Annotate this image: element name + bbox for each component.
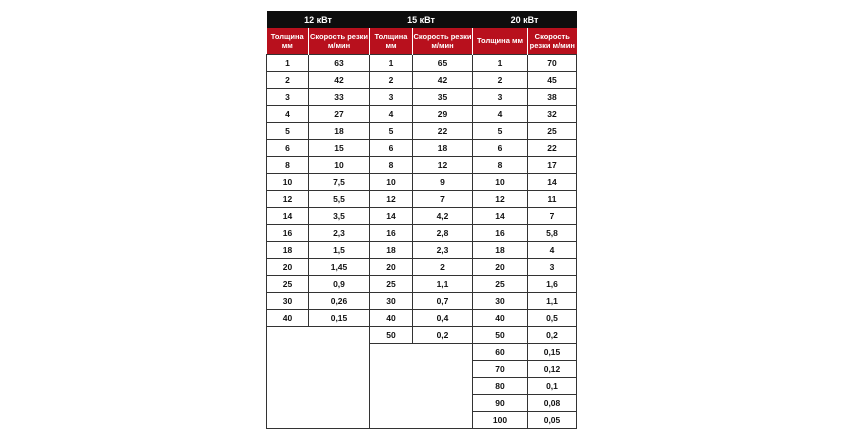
table-row: [267, 71, 577, 88]
thickness-cell: 4: [473, 105, 528, 122]
speed-cell: 5,8: [528, 224, 577, 241]
thickness-cell: 2: [473, 71, 528, 88]
table-row: [267, 224, 577, 241]
speed-cell: 4: [528, 241, 577, 258]
cutting-speed-table: [266, 11, 577, 429]
speed-cell: 27: [309, 105, 370, 122]
speed-cell: 3,5: [309, 207, 370, 224]
speed-cell: 32: [528, 105, 577, 122]
empty-block: [267, 326, 370, 428]
thickness-cell: 25: [267, 275, 309, 292]
speed-cell: 0,1: [528, 377, 577, 394]
thickness-cell: 16: [267, 224, 309, 241]
speed-header-15kw: Скорость резки м/мин: [413, 28, 473, 54]
speed-cell: 70: [528, 54, 577, 71]
thickness-cell: 16: [370, 224, 413, 241]
table-row: [267, 309, 577, 326]
table-row: [267, 190, 577, 207]
thickness-cell: 18: [267, 241, 309, 258]
table-row: [267, 292, 577, 309]
power-15kw-header: 15 кВт: [370, 11, 473, 28]
speed-header-12kw: Скорость резки м/мин: [309, 28, 370, 54]
speed-cell: 9: [413, 173, 473, 190]
power-header-row: [267, 11, 577, 28]
speed-cell: 11: [528, 190, 577, 207]
speed-cell: 22: [413, 122, 473, 139]
speed-cell: 29: [413, 105, 473, 122]
thickness-cell: 25: [473, 275, 528, 292]
thickness-cell: 10: [267, 173, 309, 190]
table-row: [267, 54, 577, 71]
speed-cell: 45: [528, 71, 577, 88]
speed-cell: 2,3: [413, 241, 473, 258]
thickness-header-12kw: Толщина мм: [267, 28, 309, 54]
table-row: [267, 207, 577, 224]
thickness-cell: 90: [473, 394, 528, 411]
thickness-cell: 14: [370, 207, 413, 224]
thickness-cell: 100: [473, 411, 528, 428]
thickness-cell: 20: [267, 258, 309, 275]
power-20kw-header: 20 кВт: [473, 11, 577, 28]
thickness-cell: 8: [370, 156, 413, 173]
thickness-cell: 14: [473, 207, 528, 224]
speed-cell: 2,3: [309, 224, 370, 241]
thickness-cell: 50: [370, 326, 413, 343]
speed-cell: 4,2: [413, 207, 473, 224]
thickness-cell: 16: [473, 224, 528, 241]
thickness-cell: 12: [370, 190, 413, 207]
thickness-cell: 12: [473, 190, 528, 207]
thickness-cell: 1: [267, 54, 309, 71]
speed-cell: 22: [528, 139, 577, 156]
thickness-cell: 18: [473, 241, 528, 258]
thickness-cell: 10: [370, 173, 413, 190]
speed-cell: 18: [413, 139, 473, 156]
table-row: [267, 105, 577, 122]
thickness-cell: 3: [370, 88, 413, 105]
thickness-cell: 40: [370, 309, 413, 326]
speed-cell: 3: [528, 258, 577, 275]
speed-cell: 14: [528, 173, 577, 190]
speed-cell: 25: [528, 122, 577, 139]
thickness-cell: 80: [473, 377, 528, 394]
thickness-cell: 14: [267, 207, 309, 224]
speed-cell: 1,1: [413, 275, 473, 292]
table-row: [267, 258, 577, 275]
thickness-cell: 8: [473, 156, 528, 173]
speed-cell: 18: [309, 122, 370, 139]
table-row: [267, 156, 577, 173]
thickness-cell: 10: [473, 173, 528, 190]
thickness-cell: 50: [473, 326, 528, 343]
speed-cell: 5,5: [309, 190, 370, 207]
speed-header-20kw: Скорость резки м/мин: [528, 28, 577, 54]
thickness-cell: 8: [267, 156, 309, 173]
thickness-cell: 18: [370, 241, 413, 258]
speed-cell: 1,5: [309, 241, 370, 258]
thickness-cell: 1: [473, 54, 528, 71]
speed-cell: 15: [309, 139, 370, 156]
thickness-cell: 6: [473, 139, 528, 156]
table-row: [267, 139, 577, 156]
table-row: [267, 88, 577, 105]
thickness-cell: 30: [370, 292, 413, 309]
speed-cell: 63: [309, 54, 370, 71]
thickness-cell: 20: [370, 258, 413, 275]
speed-cell: 33: [309, 88, 370, 105]
empty-block: [370, 343, 473, 428]
speed-cell: 1,1: [528, 292, 577, 309]
thickness-cell: 20: [473, 258, 528, 275]
thickness-cell: 40: [473, 309, 528, 326]
speed-cell: 38: [528, 88, 577, 105]
speed-cell: 0,2: [528, 326, 577, 343]
speed-cell: 0,7: [413, 292, 473, 309]
speed-cell: 0,2: [413, 326, 473, 343]
speed-cell: 1,6: [528, 275, 577, 292]
power-12kw-header: 12 кВт: [267, 11, 370, 28]
thickness-cell: 30: [473, 292, 528, 309]
thickness-cell: 5: [267, 122, 309, 139]
speed-cell: 0,4: [413, 309, 473, 326]
speed-cell: 12: [413, 156, 473, 173]
speed-cell: 0,26: [309, 292, 370, 309]
speed-cell: 35: [413, 88, 473, 105]
thickness-cell: 2: [370, 71, 413, 88]
thickness-cell: 3: [267, 88, 309, 105]
speed-cell: 0,5: [528, 309, 577, 326]
thickness-cell: 4: [370, 105, 413, 122]
speed-cell: 0,05: [528, 411, 577, 428]
table-row: [267, 241, 577, 258]
speed-cell: 2: [413, 258, 473, 275]
table-body: [267, 54, 577, 428]
thickness-cell: 2: [267, 71, 309, 88]
thickness-cell: 4: [267, 105, 309, 122]
speed-cell: 0,9: [309, 275, 370, 292]
thickness-cell: 25: [370, 275, 413, 292]
speed-cell: 42: [309, 71, 370, 88]
thickness-cell: 60: [473, 343, 528, 360]
table-row: [267, 275, 577, 292]
speed-cell: 10: [309, 156, 370, 173]
speed-cell: 0,08: [528, 394, 577, 411]
thickness-cell: 12: [267, 190, 309, 207]
speed-cell: 0,15: [309, 309, 370, 326]
speed-cell: 7: [413, 190, 473, 207]
speed-cell: 2,8: [413, 224, 473, 241]
speed-cell: 17: [528, 156, 577, 173]
thickness-cell: 5: [370, 122, 413, 139]
table-row: [267, 173, 577, 190]
thickness-cell: 6: [370, 139, 413, 156]
thickness-cell: 40: [267, 309, 309, 326]
speed-cell: 7: [528, 207, 577, 224]
thickness-cell: 1: [370, 54, 413, 71]
speed-cell: 7,5: [309, 173, 370, 190]
thickness-cell: 30: [267, 292, 309, 309]
speed-cell: 1,45: [309, 258, 370, 275]
speed-cell: 42: [413, 71, 473, 88]
table-row: [267, 326, 577, 343]
speed-cell: 0,15: [528, 343, 577, 360]
column-header-row: [267, 28, 577, 54]
thickness-cell: 5: [473, 122, 528, 139]
thickness-cell: 3: [473, 88, 528, 105]
thickness-header-20kw: Толщина мм: [473, 28, 528, 54]
thickness-header-15kw: Толщина мм: [370, 28, 413, 54]
speed-cell: 0,12: [528, 360, 577, 377]
speed-cell: 65: [413, 54, 473, 71]
thickness-cell: 70: [473, 360, 528, 377]
thickness-cell: 6: [267, 139, 309, 156]
table-row: [267, 122, 577, 139]
